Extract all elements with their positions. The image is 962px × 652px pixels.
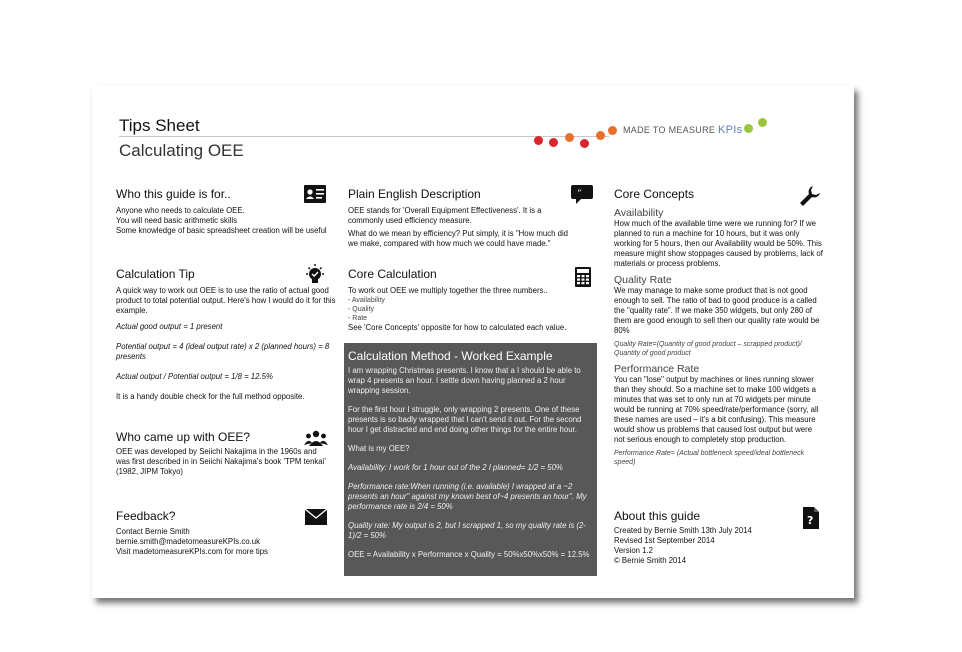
core-item: - Quality xyxy=(348,306,375,313)
id-card-icon xyxy=(304,185,326,203)
about-body xyxy=(614,526,814,566)
availability-title: Availability xyxy=(614,207,664,219)
brand-dot xyxy=(596,131,605,140)
method-paragraph: I am wrapping Christmas presents. I know that a I should be able to wrap 4 presents an hour. I settle down having planned a 2 hour wrapping session. xyxy=(348,366,581,395)
calculator-icon xyxy=(575,267,591,287)
core-body xyxy=(348,286,588,333)
envelope-icon xyxy=(305,509,327,525)
concepts-body xyxy=(614,207,824,467)
svg-text:“: “ xyxy=(577,189,582,199)
who-line: You will need basic arithmetic skills xyxy=(116,216,238,225)
page-subtitle: Calculating OEE xyxy=(119,141,244,160)
brand-kpi: KPIs xyxy=(718,124,743,136)
method-heading: Calculation Method - Worked Example xyxy=(348,349,553,363)
method-result: OEE = Availability x Performance x Quality = 50%x50%x50% = 12.5% xyxy=(348,550,590,559)
method-body xyxy=(348,366,592,560)
core-item: - Availability xyxy=(348,297,385,304)
quality-text: We may manage to make some product that is not good enough to sell. The ratio of bad to good produce is a called the "quality rate". If we make 350 widgets, but only 280 of them are good enough to sell then our quality rate would be 80% xyxy=(614,286,820,335)
feedback-heading: Feedback? xyxy=(116,509,176,523)
about-heading: About this guide xyxy=(614,509,701,523)
wrench-icon xyxy=(799,185,821,207)
brand-dot xyxy=(534,136,543,145)
brand-dot xyxy=(608,126,617,135)
core-intro: To work out OEE we multiply together the three numbers.. xyxy=(348,286,548,295)
brand-dot xyxy=(744,124,753,133)
method-paragraph: What is my OEE? xyxy=(348,444,410,453)
brand-dot xyxy=(758,118,767,127)
method-paragraph: Quality rate: My output is 2, but I scrapped 1, so my quality rate is (2-1)/2 = 50% xyxy=(348,521,586,540)
tip-body xyxy=(116,286,336,402)
performance-formula: Performance Rate= (Actual bottleneck speed/ideal bottleneck speed) xyxy=(614,450,805,466)
tip-line: Actual good output = 1 present xyxy=(116,322,223,331)
brand-dot xyxy=(565,133,574,142)
feedback-website-link[interactable]: Visit madetomeasureKPIs.com for more tips xyxy=(116,547,268,556)
tip-outro: It is a handy double check for the full method opposite. xyxy=(116,392,305,401)
plain-heading: Plain English Description xyxy=(348,187,481,201)
method-paragraph: Performance rate:When running (i.e. available) I wrapped at a ~2 presents an hour" against my known best of~4 presents an hour". My performance rate is 2/4 = 50% xyxy=(348,482,587,511)
feedback-line: Contact Bernie Smith xyxy=(116,527,190,536)
core-heading: Core Calculation xyxy=(348,267,437,281)
page-title: Tips Sheet xyxy=(119,116,200,135)
about-line: Version 1.2 xyxy=(614,546,654,555)
who-body xyxy=(116,206,336,236)
tip-intro: A quick way to work out OEE is to use the ratio of actual good product to total potential output. Here's how I would do it for this example. xyxy=(116,286,336,315)
quality-formula: Quality Rate=(Quantity of good product – scrapped product)/ Quantity of good product xyxy=(614,341,802,357)
core-outro: See 'Core Concepts' opposite for how to calculated each value. xyxy=(348,323,567,332)
who-line: Anyone who needs to calculate OEE. xyxy=(116,206,245,215)
brand-logo xyxy=(623,124,742,136)
brand-text: MADE TO MEASURE xyxy=(623,125,716,135)
plain-body xyxy=(348,206,568,249)
quality-title: Quality Rate xyxy=(614,274,672,286)
performance-text: You can "lose" output by machines or lines running slower than they should. So a machine set to make 100 widgets a minutes that was set to only run at 70 widgets per minute would be running at 70% speed/rate/performance (sorry, all these names are used – it's a bit confusing). This measure would show us problems that caused lost output but were not serious enough to completely stop production. xyxy=(614,375,819,444)
about-line: Created by Bernie Smith 13th July 2014 xyxy=(614,526,752,535)
concepts-heading: Core Concepts xyxy=(614,187,695,201)
people-icon xyxy=(304,430,328,446)
feedback-body xyxy=(116,527,336,557)
core-item: - Rate xyxy=(348,315,368,322)
feedback-email-link[interactable]: bernie.smith@madetomeasureKPIs.co.uk xyxy=(116,537,260,546)
plain-paragraph: OEE stands for 'Overall Equipment Effectiveness'. It is a commonly used efficiency measure. xyxy=(348,206,542,225)
worked-example-panel xyxy=(344,343,597,576)
about-line: © Bernie Smith 2014 xyxy=(614,556,687,565)
brand-dot xyxy=(580,139,589,148)
who-heading: Who this guide is for.. xyxy=(116,187,231,201)
tip-heading: Calculation Tip xyxy=(116,267,195,281)
availability-text: How much of the available time were we running for? If we planned to run a machine for 10 hours, but it was only working for 5 hours, then our Availability would be 50%. This measure might show stoppages caused by problems, lack of materials or process problems. xyxy=(614,219,823,268)
plain-paragraph: What do we mean by efficiency? Put simply, it is "How much did we make, compared with how much we could have made." xyxy=(348,229,569,248)
about-line: Revised 1st September 2014 xyxy=(614,536,715,545)
tip-line: Potential output = 4 (ideal output rate) x 2 (planned hours) = 8 presents xyxy=(116,342,330,361)
method-paragraph: Availability: I work for 1 hour out of the 2 I planned= 1/2 = 50% xyxy=(348,463,563,472)
lightbulb-icon xyxy=(305,264,325,286)
brand-dot xyxy=(549,138,558,147)
speech-bubble-icon xyxy=(571,185,593,205)
method-paragraph: For the first hour I struggle, only wrapping 2 presents. One of these presents is so badly wrapped that I can't send it out. For the second hour I get distracted and end doing other things for the entire hour. xyxy=(348,405,582,434)
svg-text:?: ? xyxy=(807,514,814,527)
who-line: Some knowledge of basic spreadsheet creation will be useful xyxy=(116,226,327,235)
whocame-body: OEE was developed by Seiichi Nakajima in the 1960s and was first described in in Seiichi Nakajima's book 'TPM tenkai' (1982, JIPM Tokyo) xyxy=(116,447,326,476)
whocame-heading: Who came up with OEE? xyxy=(116,430,251,444)
performance-title: Performance Rate xyxy=(614,363,700,375)
tip-line: Actual output / Potential output = 1/8 = 12.5% xyxy=(116,372,273,381)
